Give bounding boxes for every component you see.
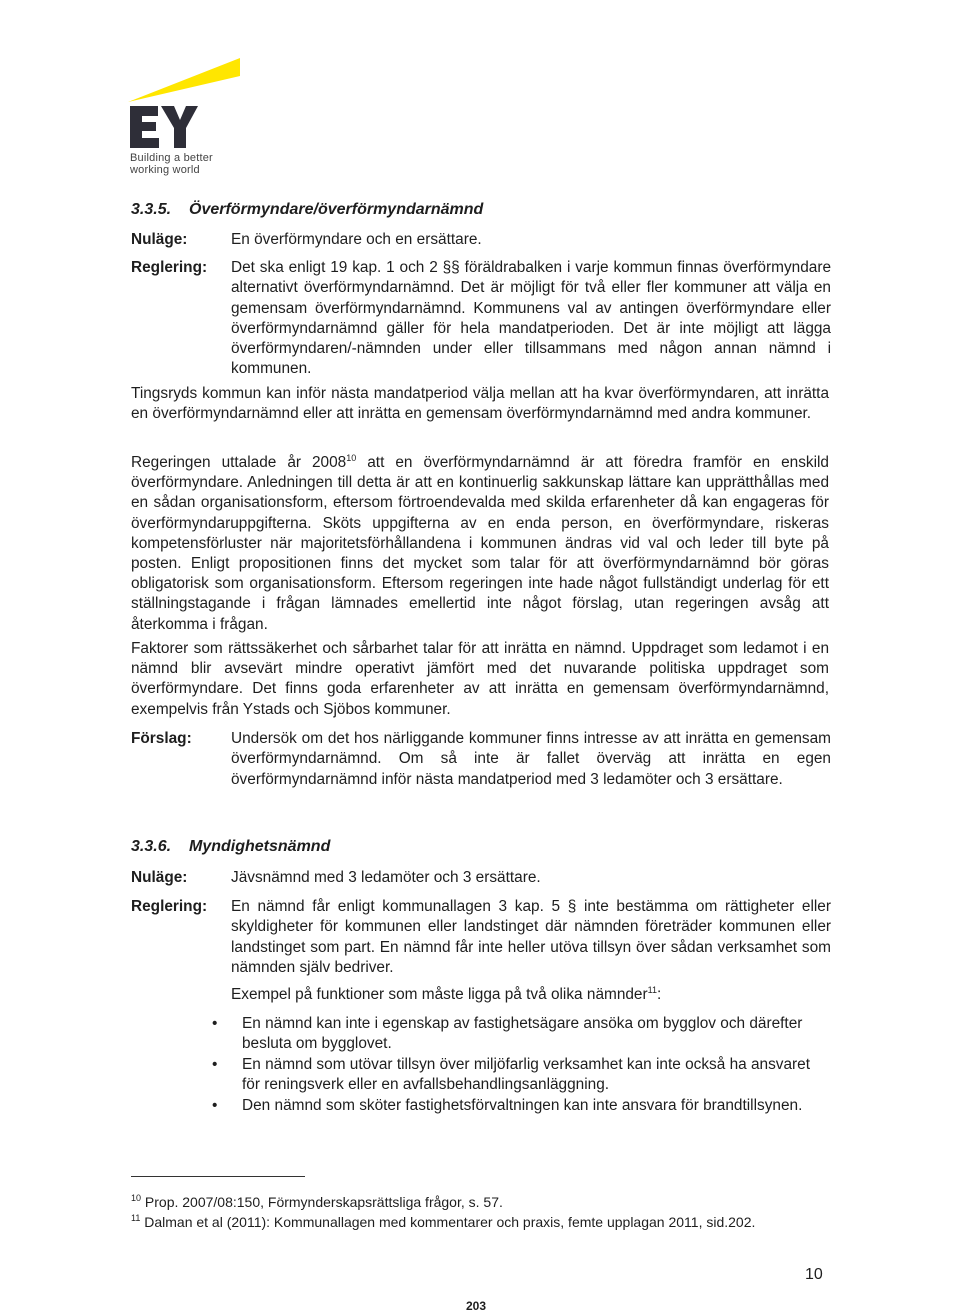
footnote-divider xyxy=(131,1176,305,1177)
ey-tagline xyxy=(130,152,213,176)
reglering-label: Reglering: xyxy=(131,898,208,915)
nulage-label: Nuläge: xyxy=(131,231,188,248)
document-page-number: 203 xyxy=(466,1299,487,1313)
page-number: 10 xyxy=(805,1266,823,1283)
bullet-icon: • xyxy=(212,1015,218,1032)
paragraph-tingsryd: Tingsryds kommun kan inför nästa mandatperiod välja mellan att ha kvar överförmyndaren, att inrätta en överförmyndarnämnd eller att inrätta en gemensam överförmyndarnämnd med andra kommuner. xyxy=(131,385,829,423)
list-item-text: Den nämnd som sköter fastighetsförvaltningen kan inte ansvara för brandtillsynen. xyxy=(242,1097,803,1114)
section-heading-335 xyxy=(131,201,483,219)
section-number: 3.3.6. xyxy=(131,838,172,855)
list-item-text: En nämnd som utövar tillsyn över miljöfarlig verksamhet kan inte också ha ansvaret för reningsverk eller en avfallsbehandlingsanläggning. xyxy=(242,1056,810,1094)
list-item-text: En nämnd kan inte i egenskap av fastighetsägare ansöka om bygglov och därefter besluta om bygglovet. xyxy=(242,1015,803,1053)
para2-start: Regeringen uttalade år 2008 xyxy=(131,454,347,471)
footnote-text: Dalman et al (2011): Kommunallagen med kommentarer och praxis, femte upplagan 2011, sid.202. xyxy=(144,1214,756,1230)
ey-logo xyxy=(128,58,248,183)
footnote-mark: 10 xyxy=(131,1193,142,1203)
paragraph-regeringen xyxy=(131,453,829,635)
section-number: 3.3.5. xyxy=(131,201,172,218)
nulage-text: Jävsnämnd med 3 ledamöter och 3 ersättare. xyxy=(231,869,541,886)
tagline-line-1: Building a better xyxy=(130,152,213,164)
footnote-text: Prop. 2007/08:150, Förmynderskapsrättsliga frågor, s. 57. xyxy=(144,1194,503,1210)
footnote-ref-10: 10 xyxy=(346,453,357,463)
nulage-text: En överförmyndare och en ersättare. xyxy=(231,231,482,248)
exempel-intro: Exempel på funktioner som måste ligga på två olika nämnder xyxy=(231,986,648,1003)
footnote-10 xyxy=(131,1194,503,1210)
para2-rest: att en överförmyndarnämnd är att föredra framför en enskild överförmyndare. Anledningen till detta är att en kontinuerlig sakkunskap lättare kan upprätthållas med en sådan organisationsform, eftersom förtroendevalda med skilda erfarenheter då kan engageras för överförmyndaruppgifterna. Sköts uppgifterna av en enda person, en överförmyndare, riskeras kompetensförluster när majoritetsförhållandena i kommunen ändras vid val och leder till byte på posten. Enligt propositionen finns det mycket som talar för att överförmyndarnämnd bör göras obligatorisk som organisationsform. Eftersom regeringen inte hade något fullständigt underlag för ett ställningstagande i frågan lämnades emellertid inte något förslag, utan regeringen avsåg att återkomma i frågan. xyxy=(131,454,829,633)
section-title: Överförmyndare/överförmyndarnämnd xyxy=(189,201,484,218)
forslag-text: Undersök om det hos närliggande kommuner finns intresse av att inrätta en gemensam överförmyndarnämnd. Om så inte är fallet överväg att inrätta en egen överförmyndarnämnd inför nästa mandatperiod med 3 ledamöter och 3 ersättare. xyxy=(231,730,831,788)
bullet-icon: • xyxy=(212,1056,218,1073)
footnote-mark: 11 xyxy=(131,1213,141,1223)
nulage-label: Nuläge: xyxy=(131,869,188,886)
reglering-text: Det ska enligt 19 kap. 1 och 2 §§ föräldrabalken i varje kommun finnas överförmyndare alternativt överförmyndarnämnd. Det är möjligt för två eller fler kommuner att välja en gemensam överförmyndarnämnd. Kommunens val av antingen överförmyndare eller överförmyndarnämnd gäller för hela mandatperioden. Det är inte möjligt att lägga överförmyndaren/-nämnden under eller tillsammans med någon annan nämnd i kommunen. xyxy=(231,259,831,378)
reglering-text: En nämnd får enligt kommunallagen 3 kap. 5 § inte bestämma om rättigheter eller skyldigheter för kommunen eller landstinget där nämnden företräder kommunen eller landstinget som part. En nämnd får inte heller utöva tillsyn över sådan verksamhet som nämnden själv bedriver. xyxy=(231,898,831,976)
footnote-11 xyxy=(131,1214,755,1230)
exempel-colon: : xyxy=(656,986,662,1003)
forslag-label: Förslag: xyxy=(131,730,192,747)
section-title: Myndighetsnämnd xyxy=(189,838,331,855)
section-heading-336 xyxy=(131,838,330,856)
bullet-icon: • xyxy=(212,1097,218,1114)
exempel-text xyxy=(231,985,831,1005)
footnote-ref-11: 11 xyxy=(647,985,657,995)
tagline-line-2: working world xyxy=(130,164,200,176)
reglering-label: Reglering: xyxy=(131,259,208,276)
ey-logo-mark xyxy=(128,58,248,150)
paragraph-faktorer: Faktorer som rättssäkerhet och sårbarhet talar för att inrätta en nämnd. Uppdraget som ledamot i en nämnd blir avsevärt mindre operativt jämfört med det nuvarande politiska uppdraget som överförmyndare. Det finns goda erfarenheter av att inrätta en gemensam överförmyndarnämnd, exempelvis från Ystads och Sjöbos kommuner. xyxy=(131,640,829,718)
